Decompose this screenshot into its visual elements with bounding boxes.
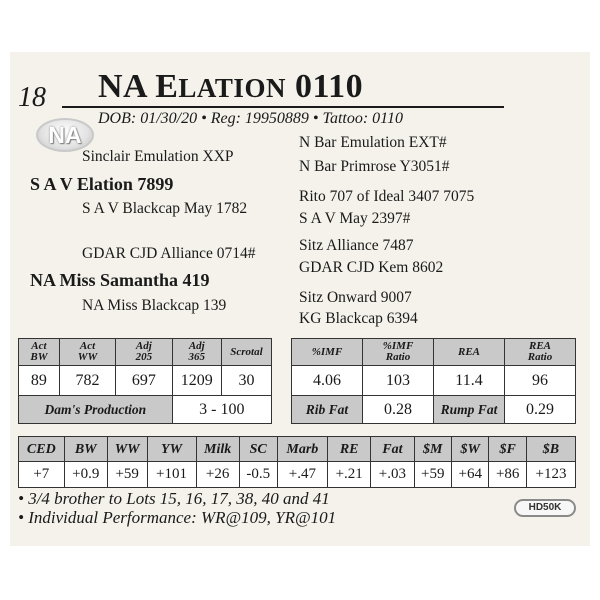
pedigree-ss-sire: N Bar Emulation EXT# <box>299 134 447 151</box>
epd-value: +.03 <box>371 462 414 488</box>
note-line: • Individual Performance: WR@109, YR@101 <box>18 508 337 527</box>
header-act-ww: Act WW <box>59 339 115 366</box>
pedigree-sire: S A V Elation 7899 <box>30 174 174 194</box>
value-act-ww: 782 <box>59 366 115 396</box>
epd-header: Milk <box>196 437 239 462</box>
pedigree-sd-sire: Rito 707 of Ideal 3407 7075 <box>299 188 475 205</box>
epd-header: $M <box>414 437 451 462</box>
value-imf: 4.06 <box>292 366 363 396</box>
epd-value: +59 <box>107 462 147 488</box>
epd-header: $F <box>489 437 526 462</box>
pedigree-ds-sire: Sitz Alliance 7487 <box>299 237 414 254</box>
value-adj-365: 1209 <box>172 366 221 396</box>
epd-value: -0.5 <box>239 462 277 488</box>
epd-value: +64 <box>451 462 488 488</box>
epd-header: YW <box>147 437 196 462</box>
epd-value: +0.9 <box>64 462 107 488</box>
value-adj-205: 697 <box>116 366 172 396</box>
rib-fat-value: 0.28 <box>363 396 434 424</box>
epd-header: WW <box>107 437 147 462</box>
value-rea: 11.4 <box>434 366 505 396</box>
header-imf: %IMF <box>292 339 363 366</box>
epd-header: Marb <box>277 437 327 462</box>
animal-name: NA ELATION 0110 <box>98 68 364 105</box>
header-rea: REA <box>434 339 505 366</box>
performance-table <box>18 338 272 424</box>
pedigree-dd-dam: KG Blackcap 6394 <box>299 310 418 327</box>
registration-info: DOB: 01/30/20 • Reg: 19950889 • Tattoo: 0110 <box>98 110 403 127</box>
value-scrotal: 30 <box>221 366 271 396</box>
header-imf-ratio: %IMF Ratio <box>363 339 434 366</box>
epd-value: +26 <box>196 462 239 488</box>
pedigree-dam-dam: NA Miss Blackcap 139 <box>82 297 227 314</box>
pedigree-dd-sire: Sitz Onward 9007 <box>299 289 412 306</box>
epd-header: Fat <box>371 437 414 462</box>
notes <box>18 489 336 527</box>
epd-header: $B <box>526 437 575 462</box>
epd-value: +.47 <box>277 462 327 488</box>
rump-fat-value: 0.29 <box>505 396 576 424</box>
hd50k-logo-icon: HD50K <box>514 499 576 517</box>
rib-fat-label: Rib Fat <box>292 396 363 424</box>
title-rule <box>62 106 504 108</box>
note-line: • 3/4 brother to Lots 15, 16, 17, 38, 40 and 41 <box>18 489 330 508</box>
value-imf-ratio: 103 <box>363 366 434 396</box>
rump-fat-label: Rump Fat <box>434 396 505 424</box>
header-act-bw: Act BW <box>19 339 60 366</box>
epd-value: +86 <box>489 462 526 488</box>
epd-header: RE <box>328 437 371 462</box>
header-rea-ratio: REA Ratio <box>505 339 576 366</box>
dams-production-value: 3 - 100 <box>172 396 271 424</box>
epd-value: +7 <box>19 462 65 488</box>
pedigree-sire-sire: Sinclair Emulation XXP <box>82 148 234 165</box>
dams-production-label: Dam's Production <box>19 396 173 424</box>
pedigree-dam: NA Miss Samantha 419 <box>30 270 210 290</box>
epd-header: SC <box>239 437 277 462</box>
header-scrotal: Scrotal <box>221 339 271 366</box>
lot-number: 18 <box>18 82 46 113</box>
pedigree-sd-dam: S A V May 2397# <box>299 210 411 227</box>
pedigree-dam-sire: GDAR CJD Alliance 0714# <box>82 245 256 262</box>
epd-header: $W <box>451 437 488 462</box>
epd-table <box>18 436 576 488</box>
na-logo-icon: NA <box>36 118 94 152</box>
header-adj-205: Adj 205 <box>116 339 172 366</box>
epd-value: +.21 <box>328 462 371 488</box>
pedigree-ds-dam: GDAR CJD Kem 8602 <box>299 259 444 276</box>
epd-value-row <box>19 462 576 488</box>
carcass-table <box>291 338 576 424</box>
header-adj-365: Adj 365 <box>172 339 221 366</box>
epd-value: +101 <box>147 462 196 488</box>
epd-header: CED <box>19 437 65 462</box>
pedigree-ss-dam: N Bar Primrose Y3051# <box>299 158 450 175</box>
epd-header: BW <box>64 437 107 462</box>
epd-value: +123 <box>526 462 575 488</box>
value-rea-ratio: 96 <box>505 366 576 396</box>
epd-header-row <box>19 437 576 462</box>
epd-value: +59 <box>414 462 451 488</box>
value-act-bw: 89 <box>19 366 60 396</box>
pedigree-sire-dam: S A V Blackcap May 1782 <box>82 200 248 217</box>
